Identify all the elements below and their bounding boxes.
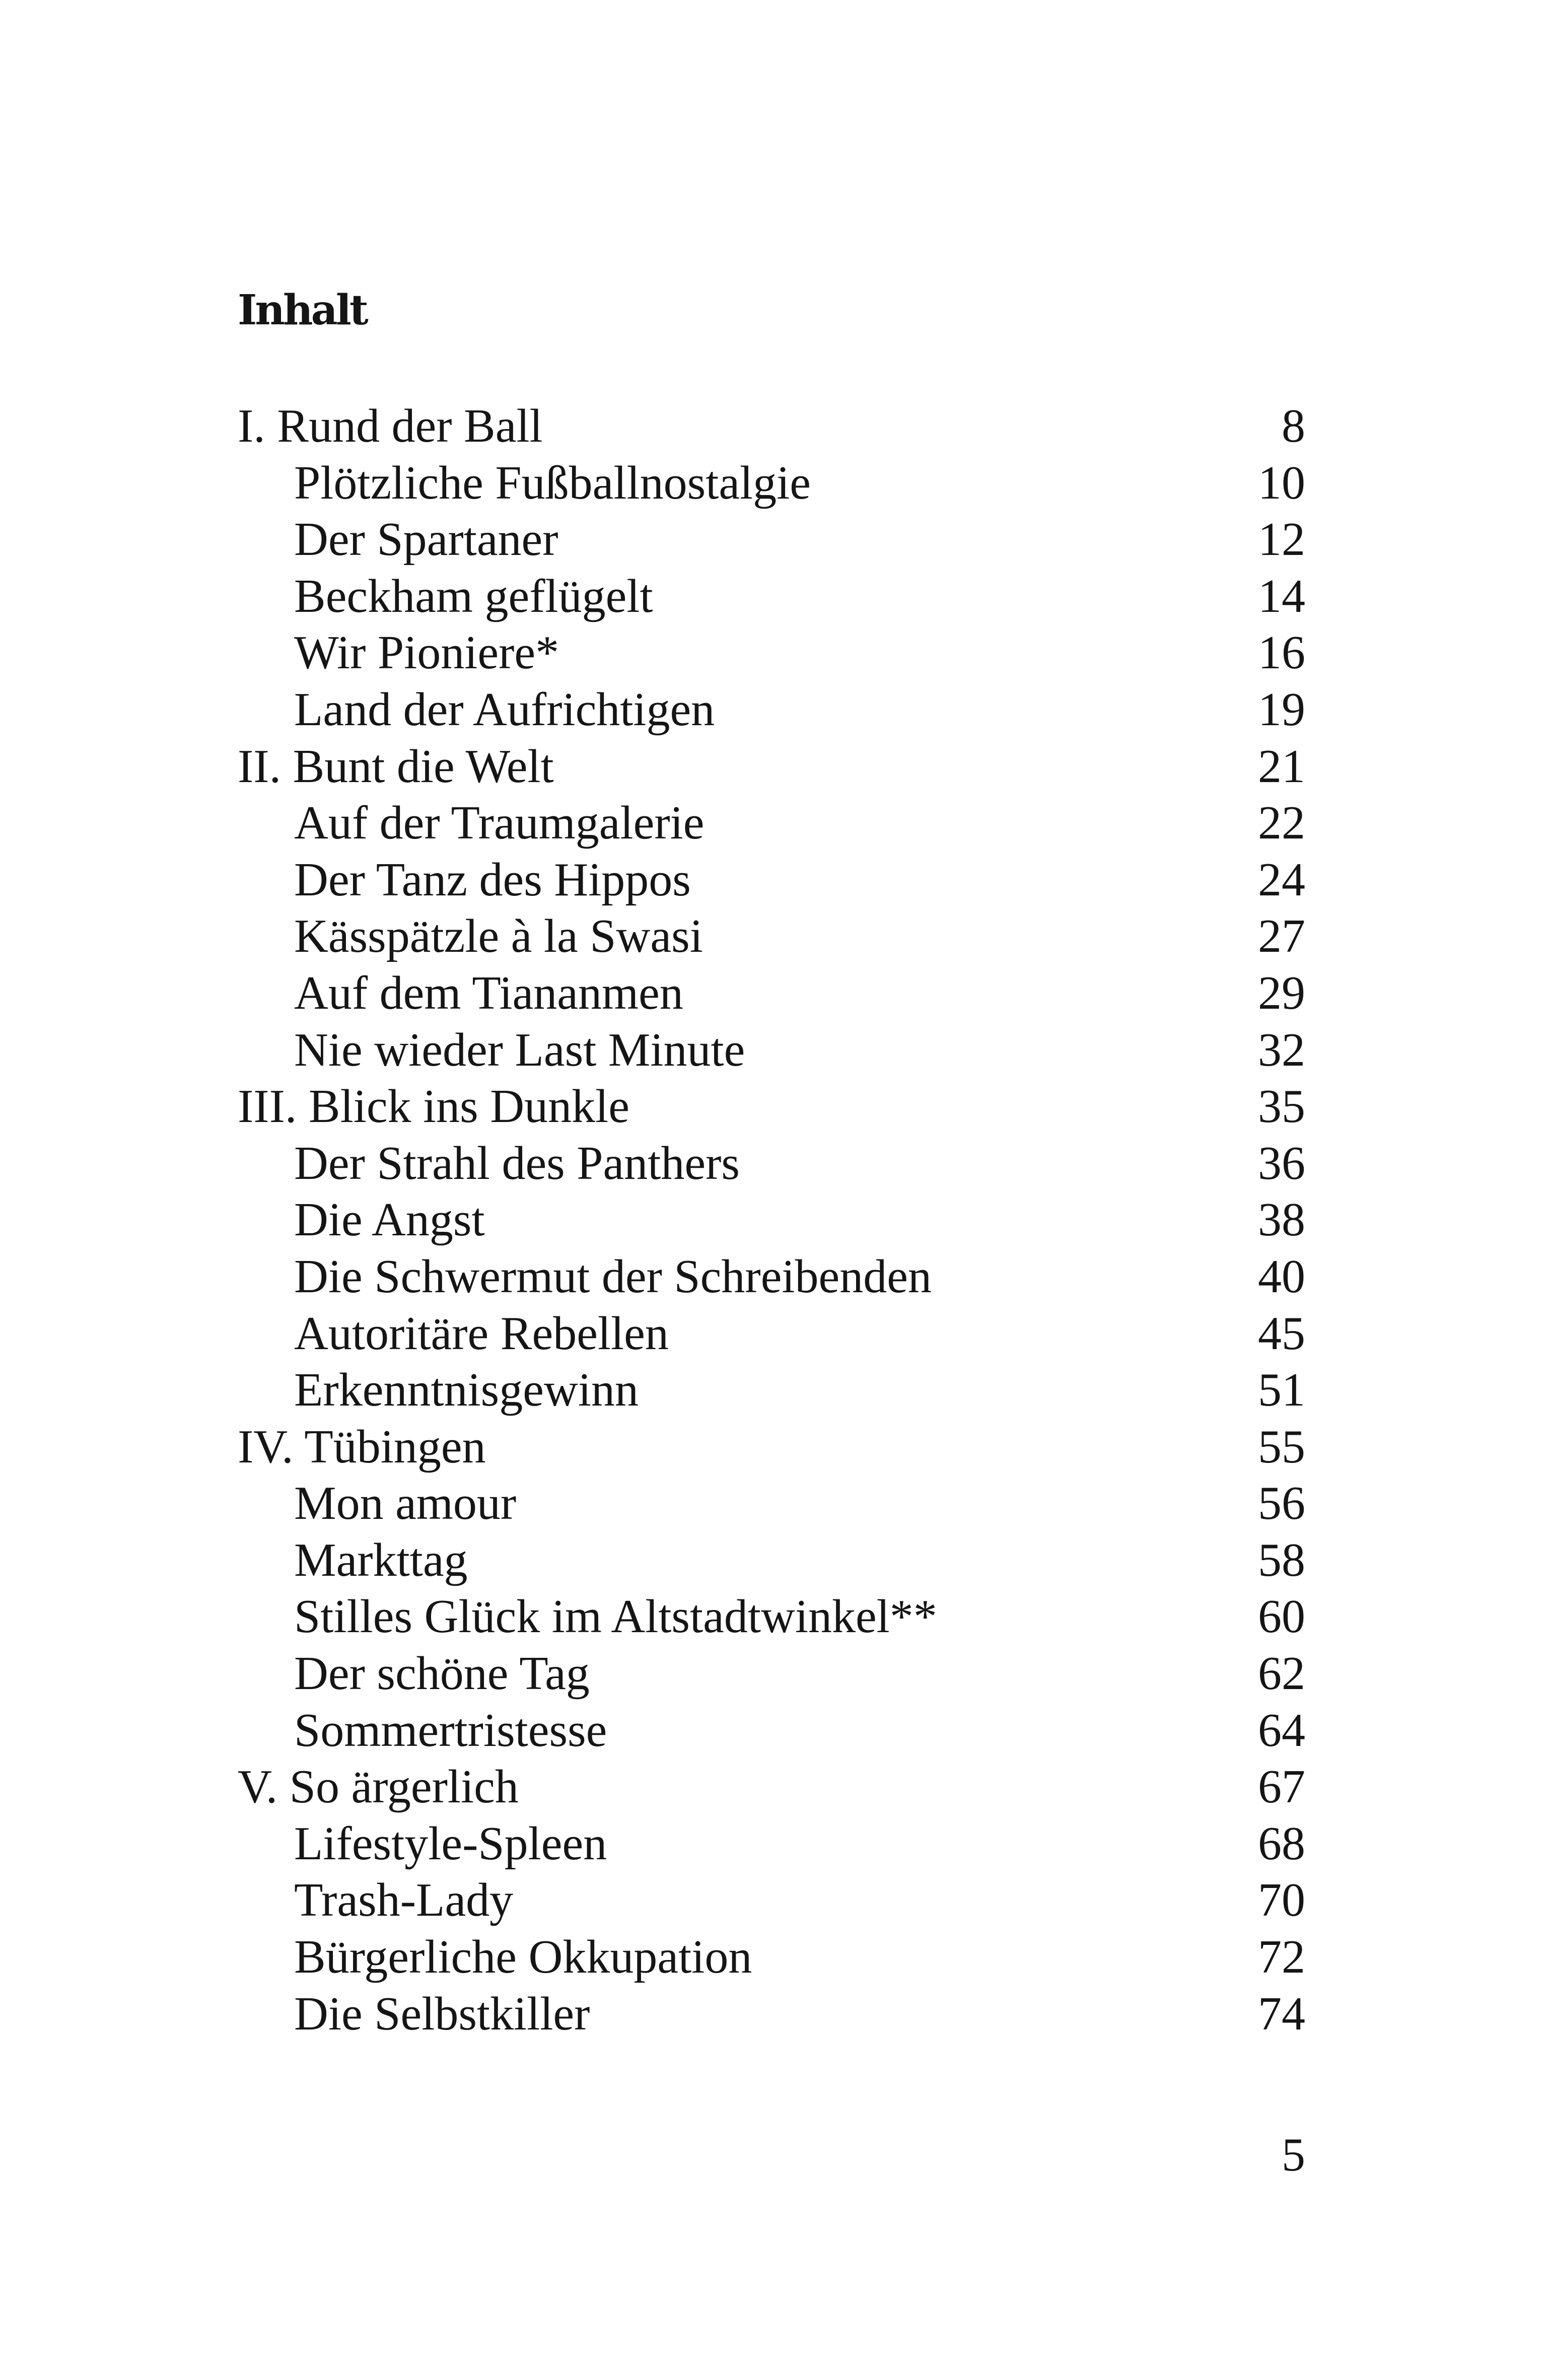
toc-entry-page: 55 — [1258, 1420, 1305, 1473]
toc-entry-page: 68 — [1258, 1817, 1305, 1870]
toc-entry-page: 32 — [1258, 1023, 1305, 1076]
toc-entry-title: Nie wieder Last Minute — [294, 1023, 745, 1076]
toc-chapter — [238, 1305, 1305, 1362]
toc-entry-page: 12 — [1258, 513, 1305, 566]
toc-chapter — [238, 1986, 1305, 2043]
toc-chapter — [238, 852, 1305, 908]
toc-entry-page: 58 — [1258, 1533, 1305, 1586]
toc-entry-title: V. So ärgerlich — [238, 1761, 519, 1813]
toc-entry-title: Auf der Traumgalerie — [294, 797, 705, 850]
toc-entry-page: 67 — [1258, 1761, 1305, 1813]
toc-chapter — [238, 1645, 1305, 1702]
toc-chapter — [238, 455, 1305, 512]
toc-entry-page: 45 — [1258, 1307, 1305, 1360]
toc-chapter — [238, 1815, 1305, 1872]
toc-entry-page: 62 — [1258, 1647, 1305, 1700]
toc-chapter — [238, 1929, 1305, 1986]
toc-entry-page: 19 — [1258, 683, 1305, 736]
toc-entry-title: Erkenntnisgewinn — [294, 1364, 639, 1417]
toc-section — [238, 1419, 1305, 1476]
toc-entry-title: Trash-Lady — [294, 1874, 514, 1927]
toc-entry-title: Der Spartaner — [294, 513, 558, 566]
toc-entry-page: 36 — [1258, 1137, 1305, 1189]
toc-entry-page: 72 — [1258, 1931, 1305, 1984]
toc-entry-title: II. Bunt die Welt — [238, 740, 554, 793]
toc-chapter — [238, 1022, 1305, 1079]
toc-entry-title: IV. Tübingen — [238, 1420, 486, 1473]
toc-section — [238, 1759, 1305, 1815]
toc-entry-page: 29 — [1258, 966, 1305, 1019]
toc-entry-page: 8 — [1282, 400, 1305, 452]
toc-entry-page: 40 — [1258, 1250, 1305, 1303]
toc-entry-title: Bürgerliche Okkupation — [294, 1931, 752, 1984]
toc-entry-title: Plötzliche Fußballnostalgie — [294, 456, 811, 509]
toc-entry-title: Auf dem Tiananmen — [294, 966, 683, 1019]
toc-chapter — [238, 1248, 1305, 1305]
toc-chapter — [238, 624, 1305, 681]
toc-entry-page: 70 — [1258, 1874, 1305, 1927]
toc-entry-title: Sommertristesse — [294, 1704, 607, 1757]
toc-entry-title: Beckham geflügelt — [294, 570, 653, 622]
toc-entry-title: Kässpätzle à la Swasi — [294, 910, 703, 963]
toc-entry-title: Die Selbstkiller — [294, 1987, 590, 2040]
toc-heading: Inhalt — [238, 286, 367, 334]
toc-entry-page: 60 — [1258, 1590, 1305, 1643]
toc-entry-page: 27 — [1258, 910, 1305, 963]
toc-chapter — [238, 1702, 1305, 1759]
toc-entry-page: 24 — [1258, 853, 1305, 906]
toc-entry-page: 22 — [1258, 797, 1305, 850]
toc-entry-title: Land der Aufrichtigen — [294, 683, 715, 736]
toc-chapter — [238, 1362, 1305, 1419]
toc-chapter — [238, 795, 1305, 852]
toc-entry-title: Die Angst — [294, 1194, 485, 1246]
page-number: 5 — [1282, 2129, 1305, 2181]
toc-entry-title: Stilles Glück im Altstadtwinkel** — [294, 1590, 937, 1643]
toc-entry-title: Autoritäre Rebellen — [294, 1307, 669, 1360]
toc-chapter — [238, 1192, 1305, 1248]
toc-chapter — [238, 568, 1305, 625]
toc-chapter — [238, 1588, 1305, 1645]
table-of-contents — [238, 398, 1305, 2042]
toc-entry-title: Mon amour — [294, 1477, 517, 1530]
toc-entry-title: III. Blick ins Dunkle — [238, 1080, 629, 1133]
toc-chapter — [238, 965, 1305, 1022]
toc-entry-title: Wir Pioniere* — [294, 626, 559, 679]
toc-entry-page: 21 — [1258, 740, 1305, 793]
toc-entry-page: 38 — [1258, 1194, 1305, 1246]
toc-section — [238, 398, 1305, 455]
toc-chapter — [238, 681, 1305, 738]
toc-chapter — [238, 1532, 1305, 1589]
toc-entry-page: 64 — [1258, 1704, 1305, 1757]
toc-entry-title: Markttag — [294, 1533, 468, 1586]
toc-entry-title: Lifestyle-Spleen — [294, 1817, 607, 1870]
toc-entry-title: Der Strahl des Panthers — [294, 1137, 740, 1189]
toc-entry-title: Die Schwermut der Schreibenden — [294, 1250, 932, 1303]
toc-entry-page: 14 — [1258, 570, 1305, 622]
toc-entry-title: Der Tanz des Hippos — [294, 853, 691, 906]
toc-entry-page: 74 — [1258, 1987, 1305, 2040]
toc-chapter — [238, 511, 1305, 568]
toc-entry-page: 10 — [1258, 456, 1305, 509]
toc-entry-title: I. Rund der Ball — [238, 400, 543, 452]
toc-section — [238, 738, 1305, 795]
toc-entry-page: 56 — [1258, 1477, 1305, 1530]
toc-chapter — [238, 1135, 1305, 1192]
toc-chapter — [238, 1872, 1305, 1929]
toc-chapter — [238, 1475, 1305, 1532]
toc-section — [238, 1078, 1305, 1135]
toc-chapter — [238, 908, 1305, 965]
toc-entry-page: 35 — [1258, 1080, 1305, 1133]
toc-entry-title: Der schöne Tag — [294, 1647, 590, 1700]
toc-entry-page: 16 — [1258, 626, 1305, 679]
toc-entry-page: 51 — [1258, 1364, 1305, 1417]
